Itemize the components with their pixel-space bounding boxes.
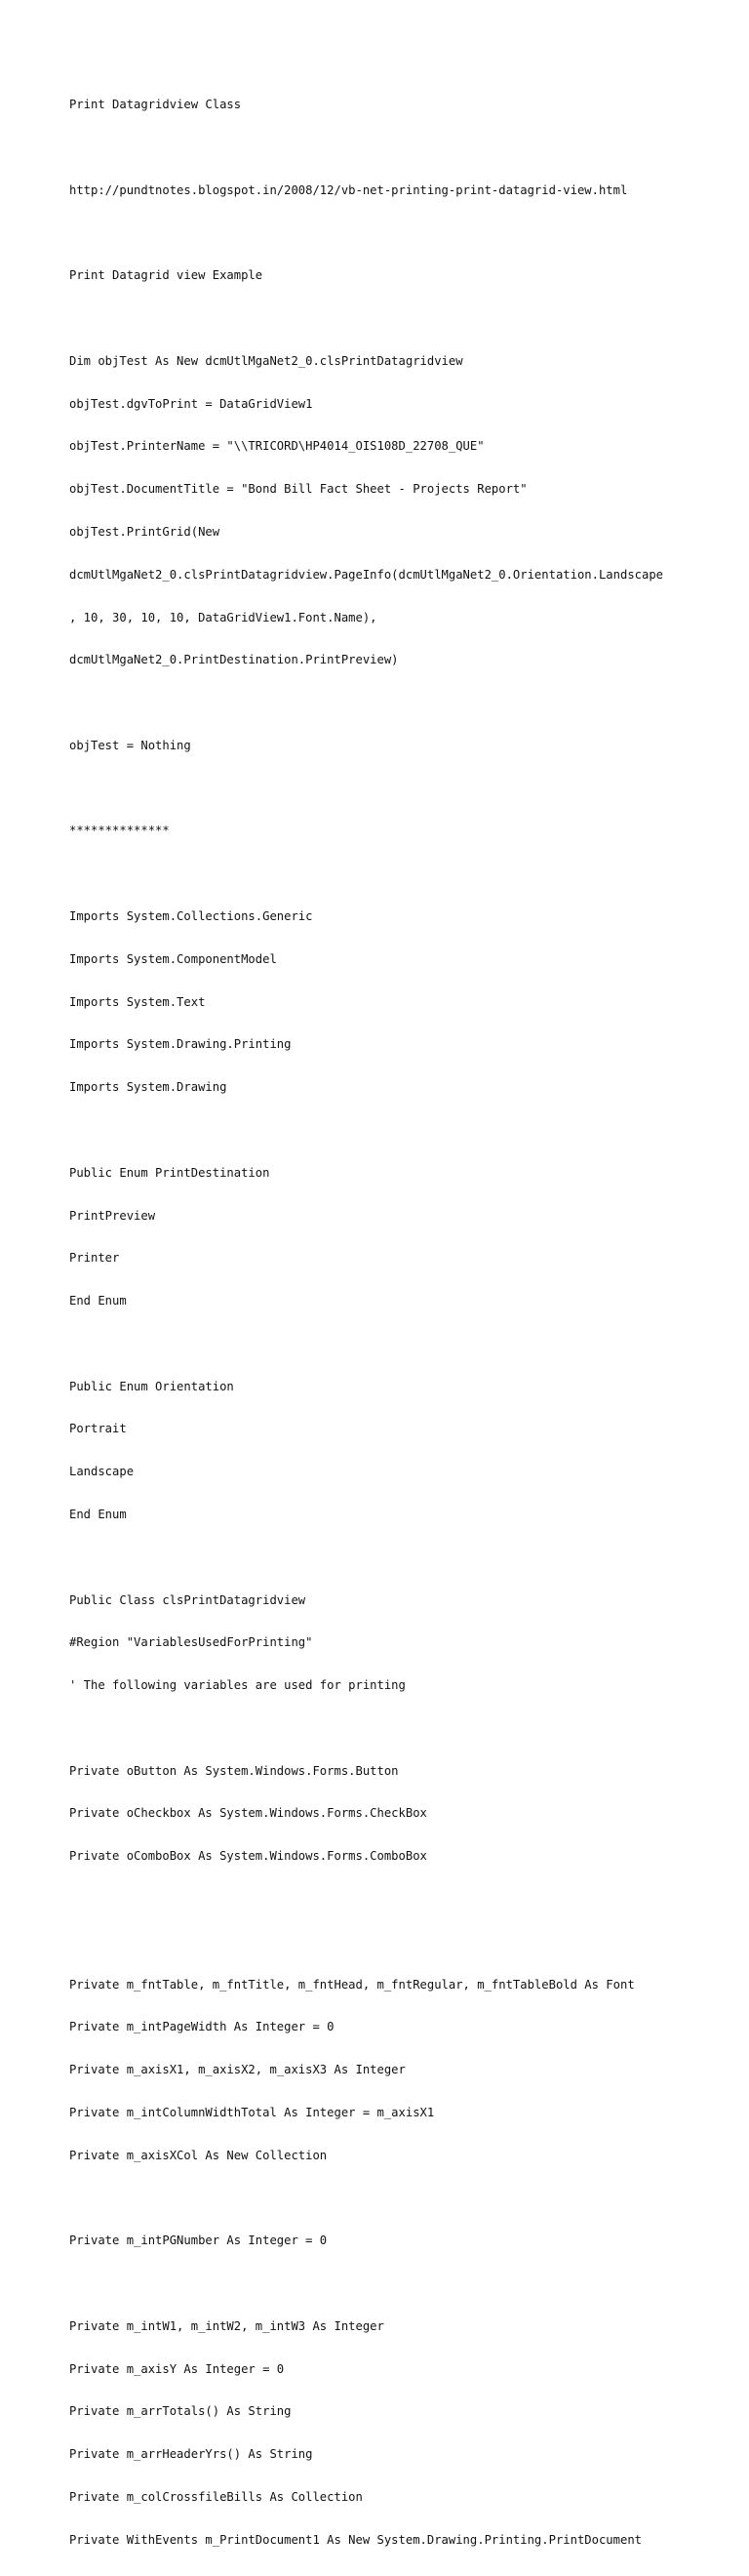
code-line: objTest.DocumentTitle = "Bond Bill Fact Sheet - Projects Report" [69, 482, 528, 497]
blank-line [69, 141, 732, 155]
code-line: Private oComboBox As System.Windows.Forms.ComboBox [69, 1849, 427, 1864]
code-text-block [69, 69, 732, 2576]
example-heading-line: Print Datagrid view Example [69, 268, 263, 283]
code-line: Public Enum Orientation [69, 1379, 234, 1393]
code-line: , 10, 30, 10, 10, DataGridView1.Font.Name), [69, 610, 377, 624]
code-line: Portrait [69, 1422, 127, 1436]
code-comment-line: ' The following variables are used for printing [69, 1678, 406, 1693]
code-line: Printer [69, 1251, 120, 1266]
code-line: Private m_axisX1, m_axisX2, m_axisX3 As Integer [69, 2063, 406, 2077]
code-line: Private m_axisXCol As New Collection [69, 2148, 328, 2162]
blank-line [69, 1935, 732, 1950]
code-line: objTest = Nothing [69, 738, 191, 752]
code-line: Public Enum PrintDestination [69, 1165, 270, 1180]
code-line: objTest.dgvToPrint = DataGridView1 [69, 396, 313, 411]
code-line: dcmUtlMgaNet2_0.PrintDestination.PrintPreview) [69, 653, 399, 667]
code-line: Private m_arrTotals() As String [69, 2404, 292, 2419]
code-line: objTest.PrinterName = "\\TRICORD\HP4014_OIS108D_22708_QUE" [69, 439, 485, 454]
blank-line [69, 782, 732, 796]
code-line: Imports System.Drawing [69, 1080, 227, 1095]
code-line: Private m_intPageWidth As Integer = 0 [69, 2020, 335, 2034]
code-line: Private m_colCrossfileBills As Collection [69, 2489, 363, 2504]
code-line: End Enum [69, 1294, 127, 1308]
blank-line [69, 2276, 732, 2291]
reference-url-line: http://pundtnotes.blogspot.in/2008/12/vb-net-printing-print-datagrid-view.html [69, 182, 628, 197]
blank-line [69, 1550, 732, 1565]
blank-line [69, 1721, 732, 1736]
code-line: Dim objTest As New dcmUtlMgaNet2_0.clsPrintDatagridview [69, 353, 463, 368]
code-line: Private m_intPGNumber As Integer = 0 [69, 2234, 328, 2248]
blank-line [69, 1892, 732, 1907]
blank-line [69, 866, 732, 881]
code-line: Private m_axisY As Integer = 0 [69, 2361, 285, 2376]
code-line: PrintPreview [69, 1208, 156, 1223]
blank-line [69, 311, 732, 326]
code-line: Private m_arrHeaderYrs() As String [69, 2447, 313, 2462]
blank-line [69, 226, 732, 241]
code-line: Imports System.Text [69, 994, 206, 1009]
code-line: Private WithEvents m_PrintDocument1 As New System.Drawing.Printing.PrintDocument [69, 2532, 642, 2547]
code-line: Imports System.Drawing.Printing [69, 1037, 292, 1052]
code-line: Imports System.ComponentModel [69, 951, 277, 966]
blank-line [69, 1123, 732, 1138]
code-line: dcmUtlMgaNet2_0.clsPrintDatagridview.PageInfo(dcmUtlMgaNet2_0.Orientation.Landscape [69, 567, 664, 582]
code-line: Private oCheckbox As System.Windows.Forms.CheckBox [69, 1806, 427, 1821]
blank-line [69, 2191, 732, 2205]
code-line: Private m_intColumnWidthTotal As Integer = m_axisX1 [69, 2105, 435, 2119]
document-title-line: Print Datagridview Class [69, 98, 242, 112]
code-line: Landscape [69, 1465, 135, 1479]
code-line: Public Class clsPrintDatagridview [69, 1592, 306, 1607]
code-line: objTest.PrintGrid(New [69, 525, 220, 539]
code-line: Imports System.Collections.Generic [69, 909, 313, 924]
code-line: Private m_fntTable, m_fntTitle, m_fntHead, m_fntRegular, m_fntTableBold As Font [69, 1977, 635, 1992]
separator-line: ************** [69, 824, 170, 838]
blank-line [69, 696, 732, 710]
blank-line [69, 1337, 732, 1351]
code-line: #Region "VariablesUsedForPrinting" [69, 1635, 313, 1650]
code-line: End Enum [69, 1507, 127, 1521]
code-line: Private m_intW1, m_intW2, m_intW3 As Integer [69, 2318, 384, 2333]
code-line: Private oButton As System.Windows.Forms.Button [69, 1763, 399, 1778]
